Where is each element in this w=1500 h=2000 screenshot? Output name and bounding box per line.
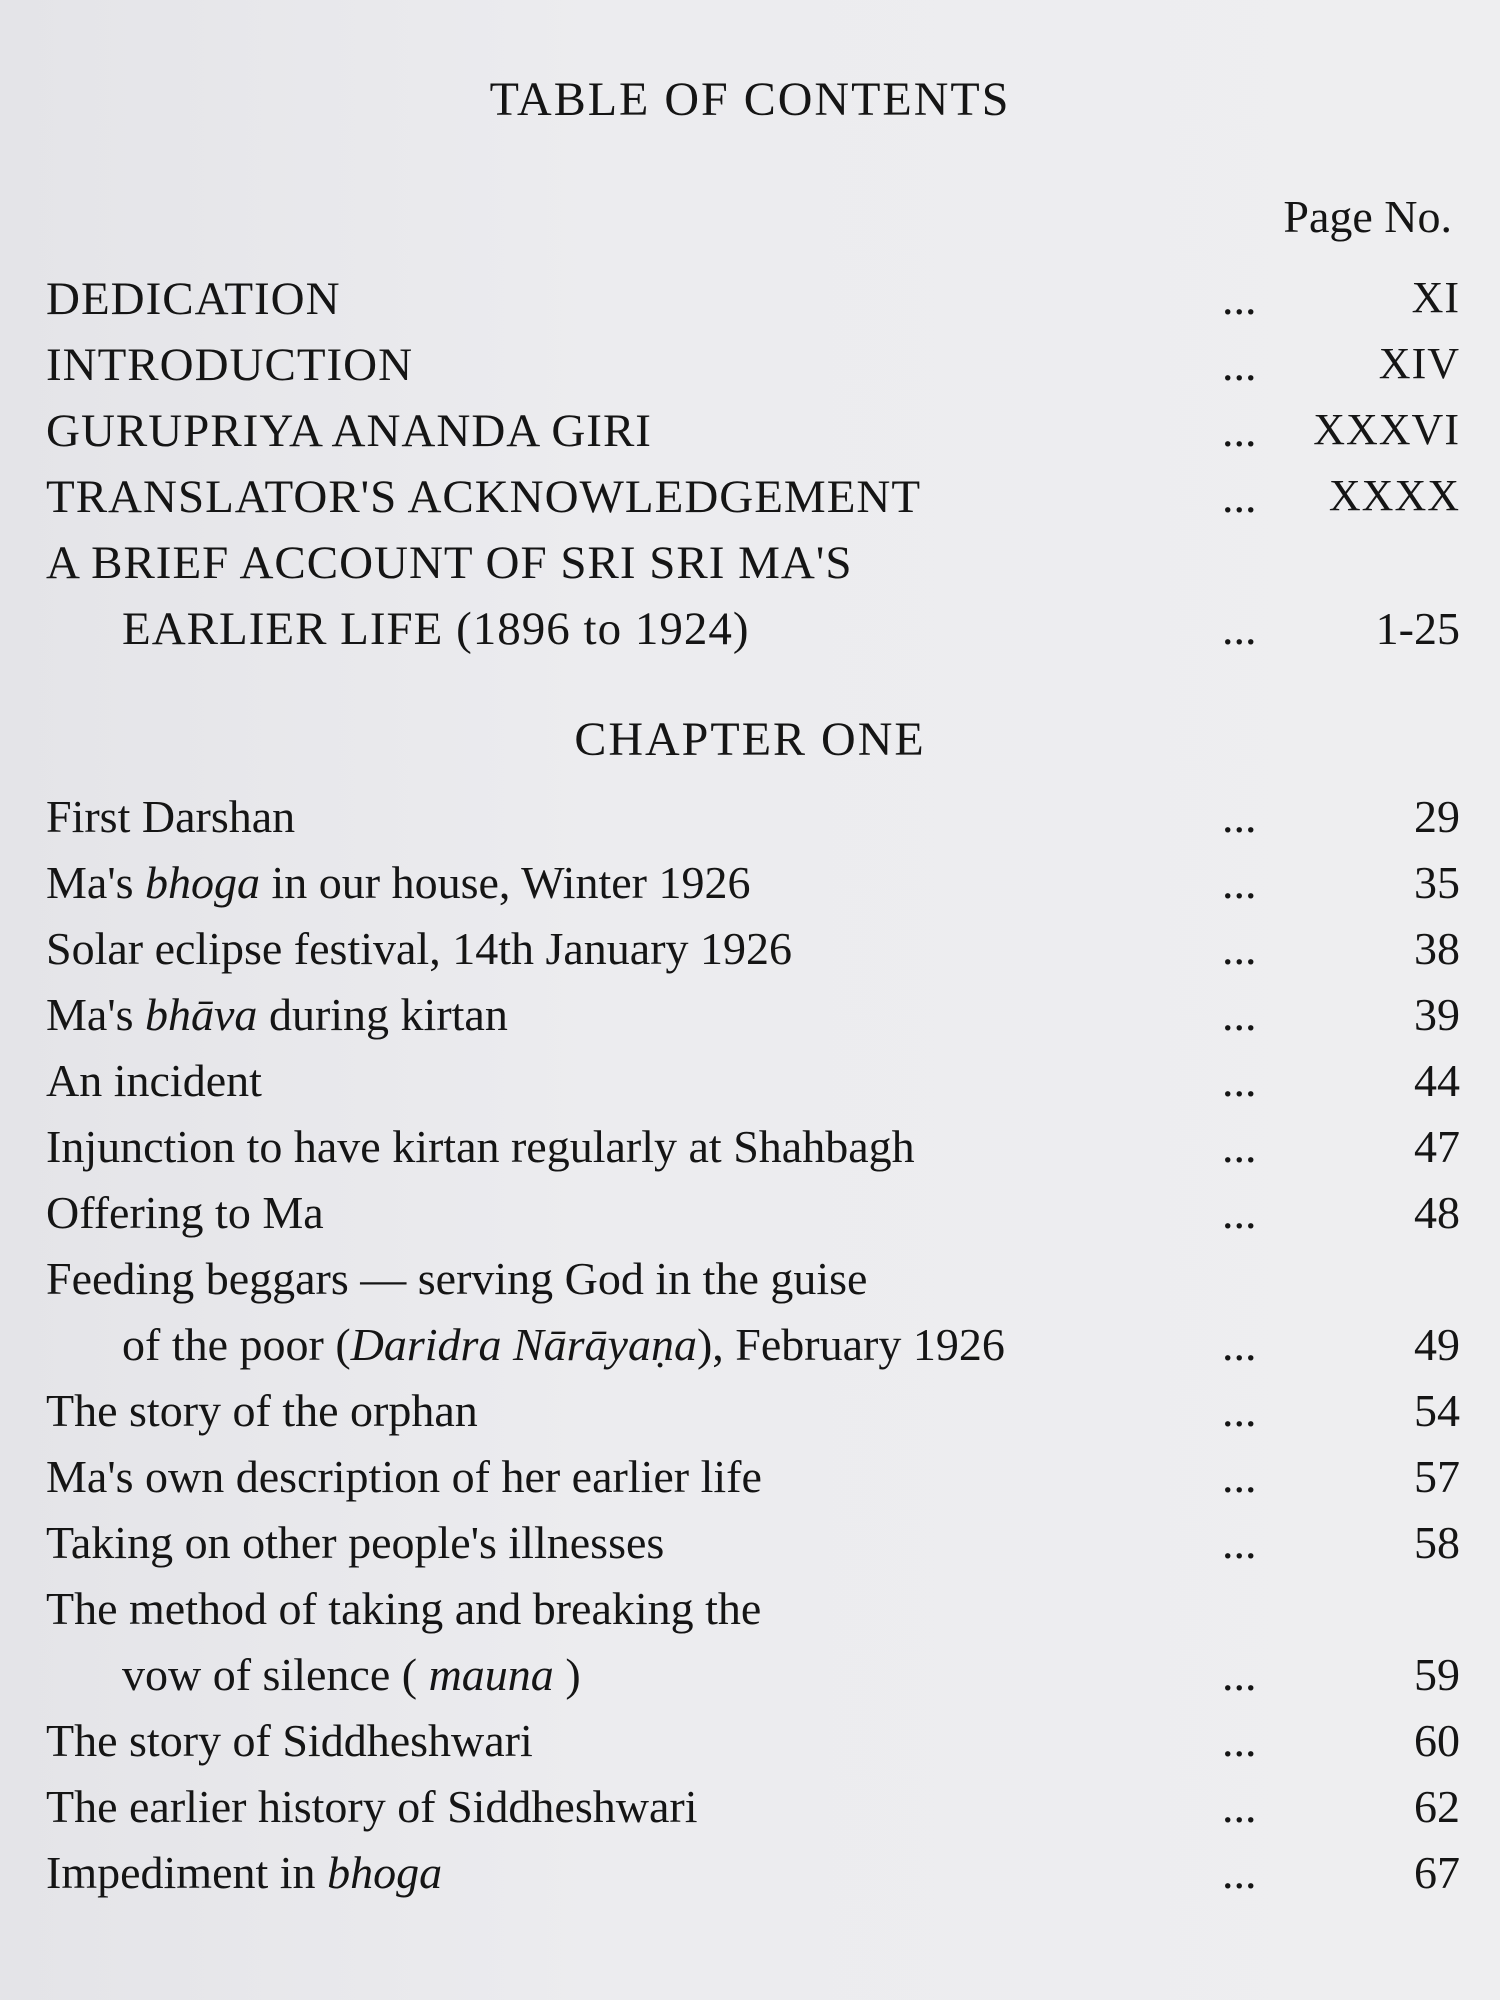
entry-title — [46, 856, 750, 909]
entry-title: Taking on other people's illnesses — [46, 1517, 665, 1568]
toc-entry — [0, 1450, 1500, 1512]
toc-entry — [0, 1714, 1500, 1776]
entry-title: The story of Siddheshwari — [46, 1715, 533, 1766]
entry-title — [46, 988, 508, 1041]
dot-leader: ... — [1222, 857, 1257, 908]
entry-page: 38 — [1414, 923, 1460, 974]
toc-entry — [0, 1054, 1500, 1116]
entry-page: 62 — [1414, 1781, 1460, 1832]
entry-title: An incident — [46, 1055, 262, 1106]
entry-title: Offering to Ma — [46, 1187, 324, 1238]
entry-text: vow of silence ( — [122, 1649, 429, 1700]
entry-italic-term: bhoga — [327, 1847, 443, 1898]
entry-page: 35 — [1414, 857, 1460, 908]
toc-entry — [0, 1846, 1500, 1908]
toc-entry — [0, 1780, 1500, 1842]
entry-title: Solar eclipse festival, 14th January 1926 — [46, 923, 793, 974]
dot-leader: ... — [1222, 923, 1257, 974]
entry-title: The story of the orphan — [46, 1385, 478, 1436]
entry-text: of the poor ( — [122, 1319, 351, 1370]
dot-leader: ... — [1222, 1649, 1257, 1700]
entry-title: First Darshan — [46, 791, 296, 842]
entry-title-continued: EARLIER LIFE (1896 to 1924) — [122, 603, 750, 655]
dot-leader: ... — [1222, 1187, 1257, 1238]
toc-entry — [0, 922, 1500, 984]
entry-page: 44 — [1414, 1055, 1460, 1106]
entry-page: XI — [1411, 273, 1460, 322]
dot-leader: ... — [1222, 471, 1257, 522]
toc-entry — [0, 790, 1500, 852]
dot-leader: ... — [1222, 1451, 1257, 1502]
entry-text: Ma's — [46, 989, 146, 1040]
entry-title: Feeding beggars — serving God in the guise — [46, 1253, 868, 1304]
page-no-header: Page No. — [1283, 191, 1452, 242]
toc-entry — [0, 1252, 1500, 1314]
chapter-heading: CHAPTER ONE — [574, 713, 926, 766]
entry-text: in our house, Winter 1926 — [260, 857, 751, 908]
entry-page: XXXVI — [1313, 405, 1460, 454]
entry-title — [46, 1846, 442, 1899]
entry-title-continued — [122, 1318, 1005, 1371]
entry-page: 49 — [1414, 1319, 1460, 1370]
entry-italic-term: bhāva — [145, 989, 258, 1040]
entry-title: TRANSLATOR'S ACKNOWLEDGEMENT — [46, 471, 922, 523]
dot-leader: ... — [1222, 273, 1257, 324]
entry-page: 47 — [1414, 1121, 1460, 1172]
dot-leader: ... — [1222, 1847, 1257, 1898]
dot-leader: ... — [1222, 1385, 1257, 1436]
entry-page: 59 — [1414, 1649, 1460, 1700]
toc-entry-dedication — [0, 272, 1500, 334]
toc-entry-continued — [0, 1318, 1500, 1380]
entry-text: ) — [553, 1649, 581, 1700]
entry-page: 1-25 — [1375, 603, 1460, 654]
entry-italic-term: mauna — [428, 1649, 554, 1700]
dot-leader: ... — [1222, 989, 1257, 1040]
toc-entry — [0, 1186, 1500, 1248]
entry-page: XIV — [1378, 339, 1460, 388]
entry-page: XXXX — [1328, 471, 1460, 520]
toc-entry — [0, 988, 1500, 1050]
dot-leader: ... — [1222, 603, 1257, 654]
dot-leader: ... — [1222, 1319, 1257, 1370]
toc-entry-brief-account-cont — [0, 602, 1500, 664]
entry-page: 58 — [1414, 1517, 1460, 1568]
entry-page: 29 — [1414, 791, 1460, 842]
entry-title: DEDICATION — [46, 273, 341, 325]
toc-entry — [0, 1120, 1500, 1182]
entry-title: The earlier history of Siddheshwari — [46, 1781, 698, 1832]
entry-title: Ma's own description of her earlier life — [46, 1451, 762, 1502]
dot-leader: ... — [1222, 1715, 1257, 1766]
entry-text: Ma's — [46, 857, 146, 908]
entry-title: INTRODUCTION — [46, 339, 414, 391]
toc-entry-acknowledgement — [0, 470, 1500, 532]
page-title: TABLE OF CONTENTS — [489, 73, 1011, 126]
toc-entry — [0, 1582, 1500, 1644]
entry-page: 57 — [1414, 1451, 1460, 1502]
entry-page: 60 — [1414, 1715, 1460, 1766]
entry-text: ), February 1926 — [696, 1319, 1005, 1370]
toc-entry — [0, 1384, 1500, 1446]
entry-page: 67 — [1414, 1847, 1460, 1898]
dot-leader: ... — [1222, 791, 1257, 842]
entry-title-continued — [122, 1648, 581, 1701]
entry-text: Impediment in — [46, 1847, 328, 1898]
entry-page: 39 — [1414, 989, 1460, 1040]
entry-page: 48 — [1414, 1187, 1460, 1238]
toc-entry — [0, 856, 1500, 918]
entry-text: during kirtan — [257, 989, 508, 1040]
dot-leader: ... — [1222, 1517, 1257, 1568]
dot-leader: ... — [1222, 1781, 1257, 1832]
entry-title: GURUPRIYA ANANDA GIRI — [46, 405, 652, 457]
dot-leader: ... — [1222, 1121, 1257, 1172]
toc-entry-gurupriya — [0, 404, 1500, 466]
entry-title: A BRIEF ACCOUNT OF SRI SRI MA'S — [46, 537, 853, 589]
entry-italic-term: bhoga — [145, 857, 261, 908]
entry-title: The method of taking and breaking the — [46, 1583, 762, 1634]
toc-entry-introduction — [0, 338, 1500, 400]
entry-page: 54 — [1414, 1385, 1460, 1436]
toc-entry-continued — [0, 1648, 1500, 1710]
dot-leader: ... — [1222, 339, 1257, 390]
entry-italic-term: Daridra Nārāyaṇa — [350, 1319, 697, 1370]
dot-leader: ... — [1222, 405, 1257, 456]
entry-title: Injunction to have kirtan regularly at Shahbagh — [46, 1121, 915, 1172]
toc-entry — [0, 1516, 1500, 1578]
dot-leader: ... — [1222, 1055, 1257, 1106]
toc-entry-brief-account — [0, 536, 1500, 598]
